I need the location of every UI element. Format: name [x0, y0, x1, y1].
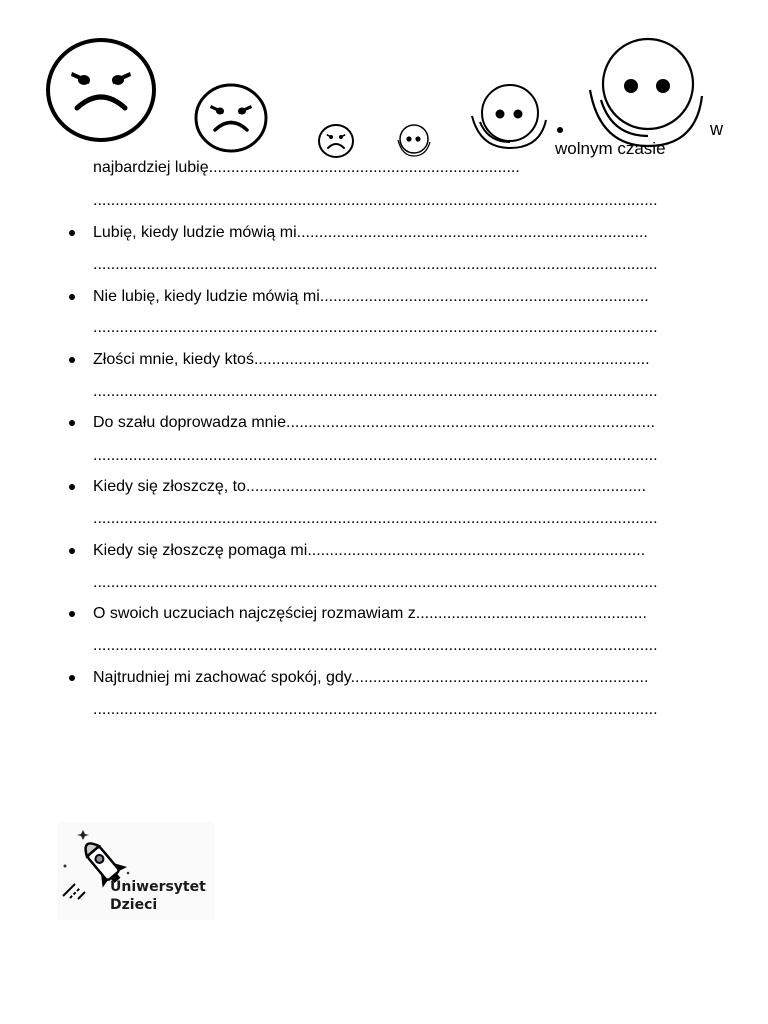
angry-face-large-icon	[46, 38, 158, 144]
stray-w-text: w	[710, 119, 723, 139]
uniwersytet-dzieci-logo	[58, 822, 214, 920]
list-bullet	[69, 420, 75, 426]
first-line-text: najbardziej lubię......................................................................	[93, 159, 520, 176]
smiley-face-medium-icon	[466, 80, 550, 152]
answer-line: ...............................................................................................................................	[93, 447, 658, 464]
angry-face-small-icon	[317, 122, 357, 160]
list-bullet	[69, 611, 75, 617]
answer-line: ...............................................................................................................................	[93, 637, 658, 654]
list-item: Kiedy się złoszczę, to..........................................................................................	[93, 478, 647, 495]
answer-line: ...............................................................................................................................	[93, 192, 658, 209]
list-bullet	[69, 294, 75, 300]
list-bullet	[69, 484, 75, 490]
smiley-face-small-icon	[394, 122, 434, 160]
smiley-face-large-icon	[586, 38, 706, 150]
list-item: O swoich uczuciach najczęściej rozmawiam z....................................................	[93, 605, 647, 622]
list-bullet	[69, 548, 75, 554]
list-item: Do szału doprowadza mnie...................................................................................	[93, 414, 655, 431]
list-bullet	[69, 230, 75, 236]
header-bullet	[557, 127, 563, 133]
list-item: Nie lubię, kiedy ludzie mówią mi..........................................................................	[93, 288, 649, 305]
list-item: Lubię, kiedy ludzie mówią mi...............................................................................	[93, 224, 648, 241]
answer-line: ...............................................................................................................................	[93, 510, 658, 527]
answer-line: ...............................................................................................................................	[93, 383, 658, 400]
wolnym-czasie-text: wolnym czasie	[555, 139, 666, 158]
list-item: Kiedy się złoszczę pomaga mi............................................................................	[93, 542, 646, 559]
answer-line: ...............................................................................................................................	[93, 701, 658, 718]
logo-line-1: Uniwersytet	[110, 879, 206, 895]
logo-line-2: Dzieci	[110, 897, 158, 913]
list-bullet	[69, 357, 75, 363]
list-bullet	[69, 675, 75, 681]
angry-face-medium-icon	[194, 83, 270, 155]
answer-line: ...............................................................................................................................	[93, 319, 658, 336]
answer-line: ...............................................................................................................................	[93, 256, 658, 273]
list-item: Najtrudniej mi zachować spokój, gdy...................................................................	[93, 669, 649, 686]
list-item: Złości mnie, kiedy ktoś.........................................................................................	[93, 351, 650, 368]
answer-line: ...............................................................................................................................	[93, 574, 658, 591]
